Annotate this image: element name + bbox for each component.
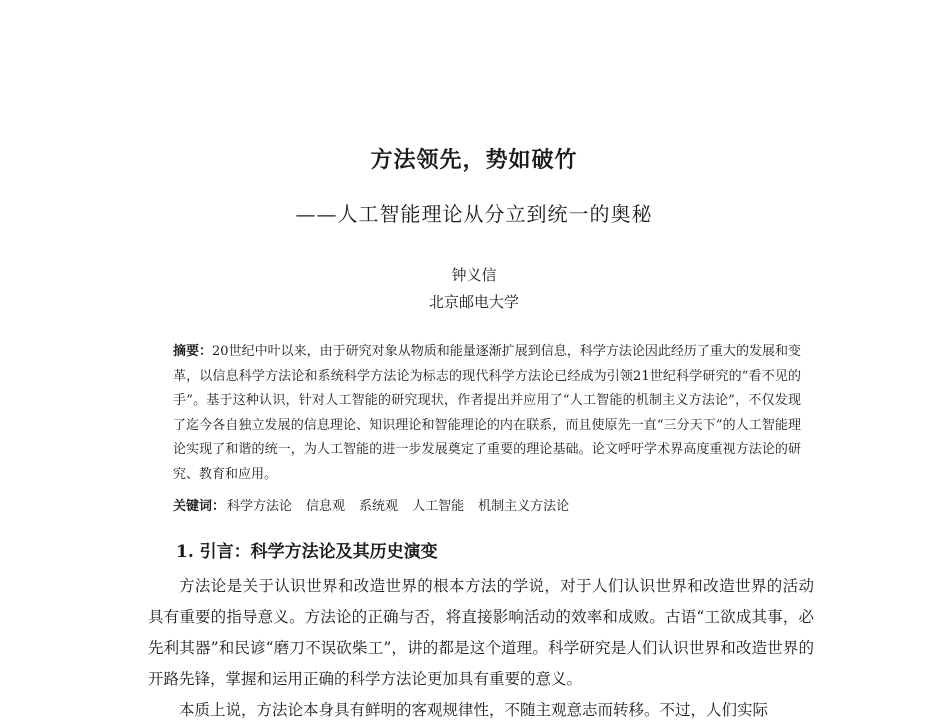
keywords-label: 关键词： — [173, 499, 226, 514]
keywords — [173, 496, 801, 518]
keyword: 机制主义方法论 — [478, 499, 570, 514]
keyword: 信息观 — [306, 499, 346, 514]
keyword: 科学方法论 — [227, 499, 293, 514]
abstract — [173, 340, 801, 487]
keyword: 人工智能 — [412, 499, 465, 514]
body-paragraph: 方法论是关于认识世界和改造世界的根本方法的学说，对于人们认识世界和改造世界的活动具有重要的指导意义。方法论的正确与否，将直接影响活动的效率和成败。古语“工欲成其事，必先利其器”和民谚“磨刀不误砍柴工”，讲的都是这个道理。科学研究是人们认识世界和改造世界的开路先锋，掌握和运用正确的科学方法论更加具有重要的意义。 — [148, 577, 814, 688]
author-affiliation: 北京邮电大学 — [428, 293, 519, 311]
paper-subtitle: ——人工智能理论从分立到统一的奥秘 — [295, 202, 653, 226]
keyword: 系统观 — [359, 499, 399, 514]
abstract-text: 20世纪中叶以来，由于研究对象从物质和能量逐渐扩展到信息，科学方法论因此经历了重大的发展和变革，以信息科学方法论和系统科学方法论为标志的现代科学方法论已经成为引领21世纪科学研究的“看不见的手”。基于这种认识，针对人工智能的研究现状，作者提出并应用了“人工智能的机制主义方法论”，不仅发现了迄今各自独立发展的信息理论、知识理论和智能理论的内在联系，而且使原先一直“三分天下”的人工智能理论实现了和谐的统一，为人工智能的进一步发展奠定了重要的理论基础。论文呼吁学术界高度重视方法论的研究、教育和应用。 — [173, 344, 801, 482]
abstract-label: 摘要： — [173, 344, 213, 359]
author-name: 钟义信 — [451, 266, 497, 284]
body-paragraph: 本质上说，方法论本身具有鲜明的客观规律性，不随主观意志而转移。不过，人们实际 — [179, 701, 769, 719]
paper-title: 方法领先，势如破竹 — [370, 147, 578, 173]
section-heading: 1. 引言：科学方法论及其历史演变 — [176, 542, 438, 562]
